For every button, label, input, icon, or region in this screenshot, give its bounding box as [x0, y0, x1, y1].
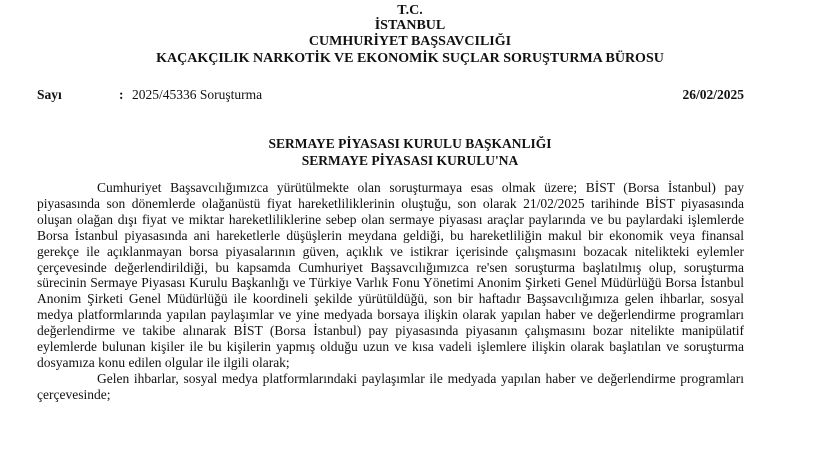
header-country: T.C.	[397, 3, 423, 18]
header-bureau: KAÇAKÇILIK NARKOTİK VE EKONOMİK SUÇLAR SORUŞTURMA BÜROSU	[156, 51, 664, 66]
document-date: 26/02/2025	[682, 87, 744, 102]
header-office: CUMHURİYET BAŞSAVCILIĞI	[308, 34, 512, 49]
reference-colon: :	[119, 87, 124, 102]
body-paragraph-1: Cumhuriyet Başsavcılığımızca yürütülmekte olan soruşturmaya esas olmak üzere; BİST (Borsa İstanbul) pay piyasasında son dönemlerde olağanüstü fiyat hareketliliklerinin oluştuğu, son olarak 21/02/2025 tarihinde BİST piyasasında oluşan olağan dışı fiyat ve miktar hareketliliklerine sebep olan sermaye piyasası araçlar paylarında ve bu paylardaki işlemlerde Borsa İstanbul piyasasında ani hareketlerle düşüşlerin meydana geldiği, bu hareketliliğin makul bir ekonomik veya finansal gerekçe ile açıklanmayan borsa piyasalarının güven, açıklık ve istikrar içerisinde çalışmasını bozacak nitelikteki eylemler çerçevesinde değerlendirildiği, bu kapsamda Cumhuriyet Başsavcılığımızca re'sen soruşturma başlatılmış olup, soruşturma sürecinin Sermaye Piyasası Kurulu Başkanlığı ve Türkiye Varlık Fonu Yönetimi Anonim Şirketi Genel Müdürlüğü Borsa İstanbul Anonim Şirketi Genel Müdürlüğü ile koordineli şekilde yürütüldüğü, son bir haftadır Başsavcılığımıza gelen ihbarlar, sosyal medya platformlarında yapılan paylaşımlar ve yine medyada borsaya ilişkin olarak yapılan haber ve değerlendirme programları değerlendirme ve takibe alınarak BİST (Borsa İstanbul) pay piyasasında piyasanın çalışmasını bozar nitelikte manipülatif eylemlerde bulunan kişiler ile bu kişilerin yapmış olduğu uzun ve kısa vadeli işlemlere ilişkin olarak başlatılan ve soruşturma dosyamıza konu edilen olgular ile ilgili olarak;	[37, 180, 744, 370]
addressee-line-1: SERMAYE PİYASASI KURULU BAŞKANLIĞI	[268, 136, 552, 151]
reference-row	[37, 87, 744, 103]
header-city: İSTANBUL	[374, 18, 446, 33]
addressee-line-2: SERMAYE PİYASASI KURULU'NA	[301, 153, 519, 168]
reference-number: 2025/45336 Soruşturma	[132, 87, 263, 102]
body-paragraph-2: Gelen ihbarlar, sosyal medya platformlarındaki paylaşımlar ile medyada yapılan haber ve değerlendirme programları çerçevesinde;	[37, 370, 744, 402]
reference-label: Sayı	[37, 87, 62, 102]
document-body	[37, 180, 744, 403]
